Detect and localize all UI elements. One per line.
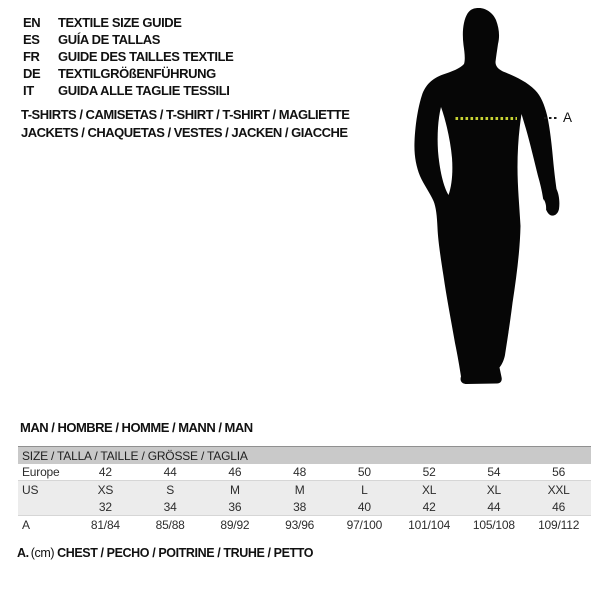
footnote-marker: A. xyxy=(17,546,29,560)
table-cell: XL xyxy=(486,482,502,497)
row-label: Europe xyxy=(22,465,60,479)
table-cell: M xyxy=(294,482,305,497)
man-body-shape xyxy=(414,8,559,384)
language-item xyxy=(23,14,233,31)
language-item xyxy=(23,31,233,48)
section-title-man: MAN / HOMBRE / HOMME / MANN / MAN xyxy=(20,420,253,435)
category-jackets-line: JACKETS / CHAQUETAS / VESTES / JACKEN / GIACCHE xyxy=(21,124,348,140)
man-silhouette xyxy=(400,0,600,400)
table-cell: 93/96 xyxy=(285,517,315,532)
language-label: TEXTILE SIZE GUIDE xyxy=(58,15,182,30)
table-cell: 85/88 xyxy=(155,517,185,532)
table-cell: 46 xyxy=(228,465,242,479)
table-row-europe xyxy=(18,464,591,481)
table-cell: M xyxy=(229,482,240,497)
table-row-a-chest xyxy=(18,515,591,533)
language-code: EN xyxy=(23,15,41,30)
language-code: IT xyxy=(23,83,34,98)
garment-categories xyxy=(21,106,349,141)
table-cell: 50 xyxy=(357,465,371,479)
table-cell: XL xyxy=(421,482,437,497)
table-cell: 54 xyxy=(487,465,501,479)
row-label: US xyxy=(22,482,39,497)
table-cell: L xyxy=(361,482,368,497)
table-cell: 34 xyxy=(163,499,177,514)
language-item xyxy=(23,65,233,82)
size-table-header xyxy=(18,446,591,464)
table-cell: 48 xyxy=(293,465,307,479)
table-cell: 105/108 xyxy=(472,517,515,532)
row-label: A xyxy=(22,517,30,532)
table-cell: 89/92 xyxy=(220,517,250,532)
language-code: FR xyxy=(23,49,40,64)
language-label: TEXTILGRÖßENFÜHRUNG xyxy=(58,66,216,81)
language-label: GUÍA DE TALLAS xyxy=(58,32,161,47)
language-code: ES xyxy=(23,32,40,47)
table-cell: XXL xyxy=(547,482,570,497)
table-cell: 36 xyxy=(228,499,242,514)
size-table-header-label: SIZE / TALLA / TAILLE / GRÖSSE / TAGLIA xyxy=(22,448,248,463)
table-cell: 44 xyxy=(163,465,177,479)
language-code: DE xyxy=(23,66,41,81)
measure-label-a: A xyxy=(563,110,573,125)
language-label: GUIDA ALLE TAGLIE TESSILI xyxy=(58,83,230,98)
table-cell: 42 xyxy=(98,465,112,479)
category-tshirts-line: T-SHIRTS / CAMISETAS / T-SHIRT / T-SHIRT / MAGLIETTE xyxy=(21,107,350,122)
table-row-us xyxy=(18,481,591,498)
language-guide xyxy=(23,14,233,99)
table-cell: 97/100 xyxy=(346,517,383,532)
language-label: GUIDE DES TAILLES TEXTILE xyxy=(58,49,234,64)
table-cell: 46 xyxy=(552,499,566,514)
size-table xyxy=(18,446,591,533)
footnote-label: CHEST / PECHO / POITRINE / TRUHE / PETTO xyxy=(57,546,314,560)
table-cell: 109/112 xyxy=(538,517,580,532)
table-cell: 56 xyxy=(552,465,566,479)
table-cell: 42 xyxy=(422,499,436,514)
table-cell: S xyxy=(166,482,175,497)
table-cell: 38 xyxy=(293,499,307,514)
language-item xyxy=(23,82,233,99)
table-cell: 81/84 xyxy=(90,517,120,532)
language-item xyxy=(23,48,233,65)
table-cell: XS xyxy=(97,482,114,497)
table-cell: 32 xyxy=(98,499,112,514)
footnote-unit: (cm) xyxy=(30,546,55,560)
footnote-chest xyxy=(17,546,313,560)
table-cell: 101/104 xyxy=(408,517,451,532)
table-cell: 40 xyxy=(357,499,371,514)
table-row-us-numeric xyxy=(18,498,591,515)
table-cell: 52 xyxy=(422,465,436,479)
table-cell: 44 xyxy=(487,499,501,514)
